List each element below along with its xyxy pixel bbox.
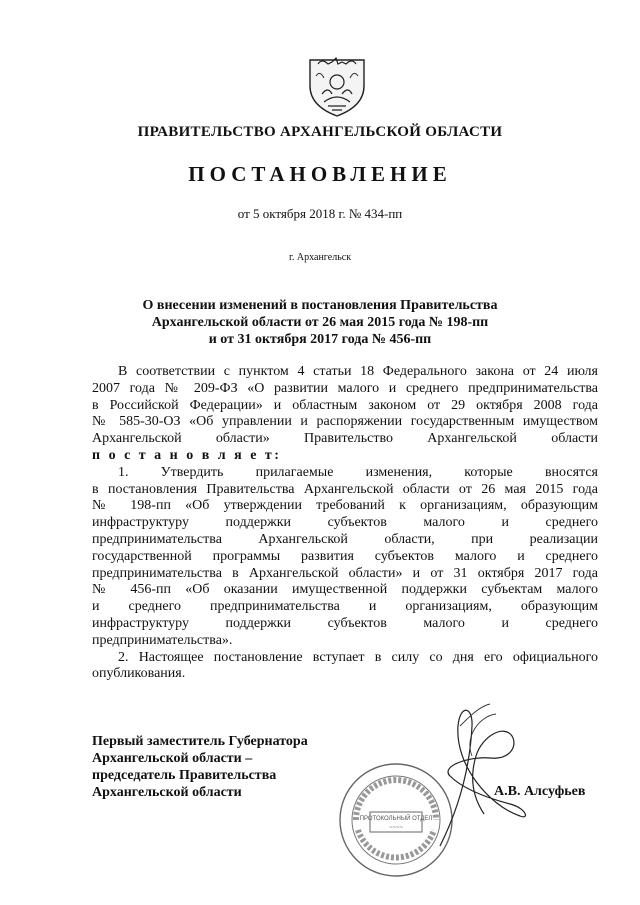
resolves-word: п о с т а н о в л я е т: — [92, 447, 282, 463]
body-line: 2007 года № 209-ФЗ «О развитии малого и среднего предпринимательства — [92, 380, 598, 396]
body-line: 1. Утвердить прилагаемые изменения, которые вносятся — [118, 464, 598, 480]
document-subject — [100, 297, 540, 348]
signer-position-line: Архангельской области – — [92, 751, 253, 766]
signer-name: А.В. Алсуфьев — [494, 784, 586, 799]
subject-line: О внесении изменений в постановления Правительства — [142, 298, 498, 313]
subject-line: и от 31 октября 2017 года № 456-пп — [208, 332, 432, 347]
body-line: предпринимательства». — [92, 632, 233, 648]
handwritten-signature — [400, 696, 540, 856]
signer-position-line: Первый заместитель Губернатора — [92, 734, 308, 749]
document-body — [92, 364, 598, 683]
body-line: № 585-30-ОЗ «Об управлении и распоряжении государственным имуществом — [92, 414, 598, 430]
body-line: опубликования. — [92, 666, 186, 682]
subject-line: Архангельской области от 26 мая 2015 года № 198-пп — [151, 315, 489, 330]
seal-text: ПРОТОКОЛЬНЫЙ ОТДЕЛ — [359, 816, 433, 822]
body-line: № 456-пп «Об оказании имущественной поддержки субъектам малого — [92, 582, 598, 598]
body-line: В соответствии с пунктом 4 статьи 18 Федерального закона от 24 июля — [118, 364, 598, 379]
body-line: Архангельской области» Правительство Архангельской области — [92, 431, 598, 447]
body-line: государственной программы развития субъектов малого и среднего — [92, 548, 598, 564]
body-line: № 198-пп «Об утверждении требований к организациям, образующим — [92, 498, 598, 514]
body-line: инфраструктуру поддержки субъектов малого и среднего — [92, 515, 598, 531]
body-line: в Российской Федерации» и областным законом от 29 октября 2008 года — [92, 397, 598, 413]
city: г. Архангельск — [288, 252, 352, 263]
coat-of-arms-emblem — [302, 56, 372, 118]
issuing-authority: ПРАВИТЕЛЬСТВО АРХАНГЕЛЬСКОЙ ОБЛАСТИ — [137, 124, 503, 140]
document-type: ПОСТАНОВЛЕНИЕ — [188, 162, 452, 186]
date-number: от 5 октября 2018 г. № 434-пп — [237, 206, 403, 221]
body-line: 2. Настоящее постановление вступает в силу со дня его официального — [118, 649, 598, 665]
body-line: и среднего предпринимательства и организациям, образующим — [92, 599, 598, 615]
body-line: инфраструктуру поддержки субъектов малого и среднего — [92, 615, 598, 631]
svg-text:~~~~: ~~~~ — [388, 825, 404, 831]
signer-position — [92, 733, 372, 801]
body-line: в постановления Правительства Архангельской области от 26 мая 2015 года — [92, 481, 598, 497]
signer-position-line: Архангельской области — [92, 785, 242, 800]
body-line: предпринимательства Архангельской области, при реализации — [92, 531, 598, 547]
signer-position-line: председатель Правительства — [92, 768, 277, 783]
body-line: предпринимательства в Архангельской области» и от 31 октября 2017 года — [92, 565, 598, 581]
